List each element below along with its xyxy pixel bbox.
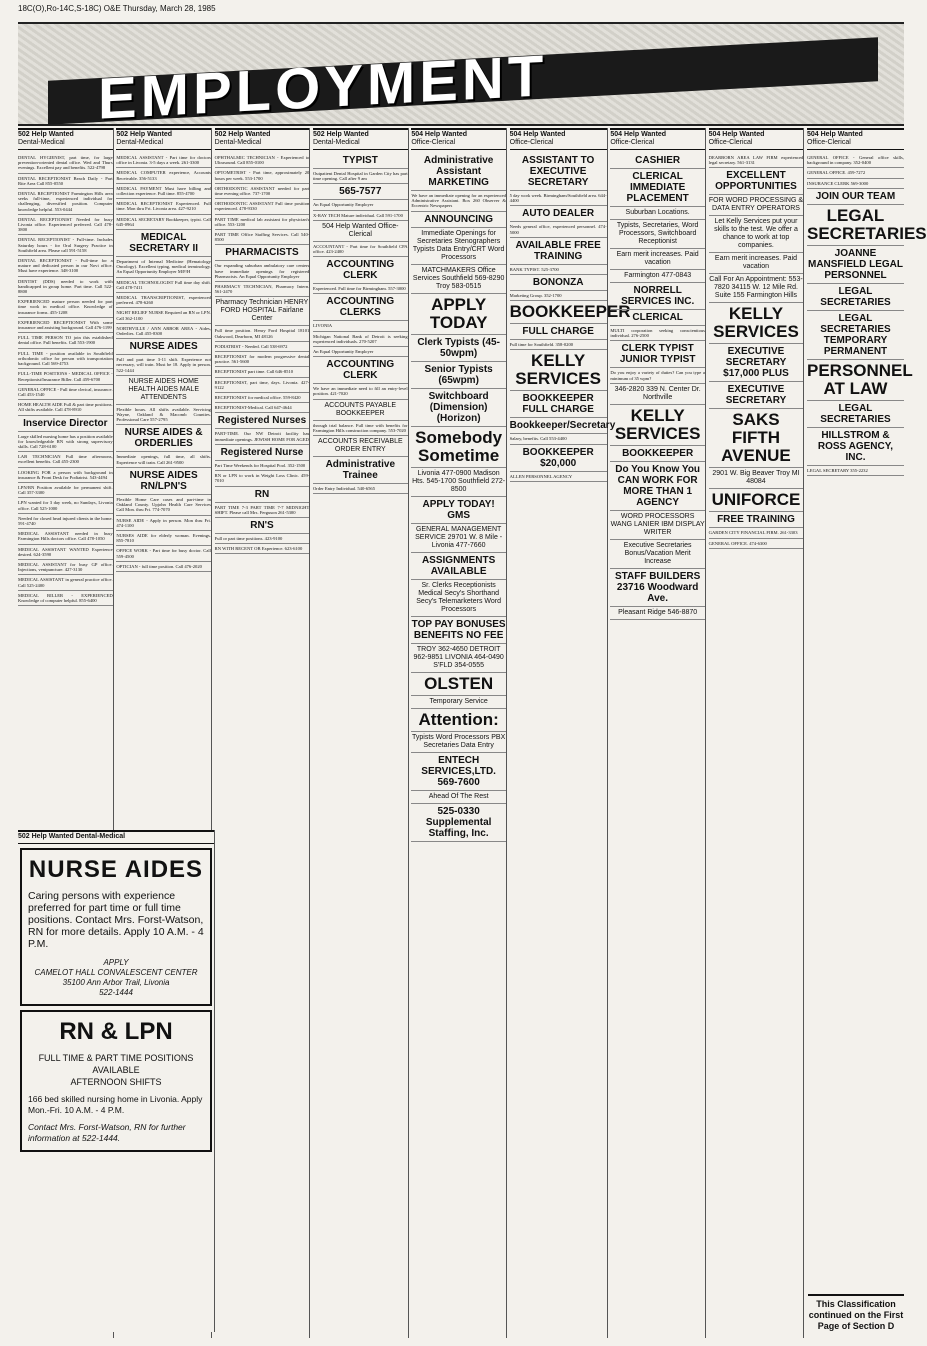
classified-ad: Salary, benefits. Call 553-4400 bbox=[510, 434, 607, 444]
column-header bbox=[215, 128, 310, 150]
classified-ad: LEGAL SECRETARIES bbox=[807, 401, 904, 428]
classified-ad: RECEPTIONIST for medical office. 559-8420 bbox=[215, 393, 310, 403]
classified-ad: DENTAL RECEPTIONIST Beach Daily - Part Rite Area Call 855-0550 bbox=[18, 174, 113, 189]
classified-ad: TROY 362-4650 DETROIT 962-9851 LIVONIA 464-0490 S'FLD 354-0555 bbox=[411, 644, 506, 673]
classified-ad: Inservice Director bbox=[18, 416, 113, 432]
classified-ad: RN'S bbox=[215, 518, 310, 534]
classified-ad: ACCOUNTING CLERK bbox=[313, 357, 408, 384]
classified-ad: RECEPTIONIST-Medical. Call 647-4644 bbox=[215, 403, 310, 413]
classified-ad: Temporary Service bbox=[411, 696, 506, 709]
classified-ad: OPTICIAN - full time position. Call 476-2020 bbox=[116, 562, 211, 572]
classified-column bbox=[313, 128, 409, 1338]
classified-ad: PHARMACY TECHNICIAN, Pharmacy Intern. 561-2470 bbox=[215, 282, 310, 297]
classified-ad: X-RAY TECH Mature individual. Call 591-1700 bbox=[313, 211, 408, 221]
classified-ad: Needed for closed head injured clients in the home. 591-4740 bbox=[18, 514, 113, 529]
classified-ad: Switchboard (Dimension) (Horizon) bbox=[411, 389, 506, 427]
classification-continued-note: This Classification continued on the First Page of Section D bbox=[808, 1294, 904, 1332]
classified-ad: SAKS FIFTH AVENUE bbox=[709, 409, 804, 468]
classified-ad: ACCOUNTS RECEIVABLE ORDER ENTRY bbox=[313, 436, 408, 457]
classified-ad: Earn merit increases. Paid vacation bbox=[709, 253, 804, 274]
classified-ad: MEDICAL ASSISTANT WANTED Experience desired. 624-3590 bbox=[18, 545, 113, 560]
classified-ad: BOOKKEEPER FULL CHARGE bbox=[510, 391, 607, 418]
classified-ad: AUTO DEALER bbox=[510, 206, 607, 222]
classified-ad: Let Kelly Services put your skills to the test. We offer a chance to work at top companies. bbox=[709, 216, 804, 253]
classified-ad: DENTAL RECEPTIONIST - Full-time for a mature and dedicated person in our Novi office. Must have experience. 348-3100 bbox=[18, 256, 113, 277]
classified-ad: MEDICAL ASSISTANT in general practice office. Call 525-2400 bbox=[18, 575, 113, 590]
classified-column bbox=[215, 128, 311, 1338]
classified-ad: DENTAL RECEPTIONIST Needed for busy Livonia office. Experienced preferred. Call 478-3800 bbox=[18, 215, 113, 236]
classified-ad: OPTOMETRIST - Part time, approximately 20 hours per week. 553-1700 bbox=[215, 168, 310, 183]
classified-ad: LEGAL SECRETARY 355-2232 bbox=[807, 466, 904, 476]
classified-ad: PART TIME Office Staffing Services. Call 540-8500 bbox=[215, 230, 310, 245]
classified-ad: MATCHMAKERS Office Services Southfield 569-8290 Troy 583-0515 bbox=[411, 265, 506, 294]
classified-ad: Executive Secretaries Bonus/Vacation Merit Increase bbox=[610, 540, 705, 569]
column-header bbox=[510, 128, 607, 150]
classified-ad: MEDICAL SECRETARY Bookkeeper, typist. Call 645-0964 bbox=[116, 215, 211, 230]
classified-ad: MEDICAL SECRETARY II bbox=[116, 230, 211, 257]
classified-ad: LOOKING FOR a person with background in insurance & Front Desk for Podiatrist. 543-4494 bbox=[18, 468, 113, 483]
classified-ad: Call For An Appointment: 553-7820 34115 W. 12 Mile Rd. Suite 155 Farmington Hills bbox=[709, 274, 804, 303]
classified-ad: DEARBORN AREA LAW FIRM experienced legal secretary. 561-3131 bbox=[709, 153, 804, 168]
classified-ad: ANNOUNCING bbox=[411, 212, 506, 228]
classified-ad: HOME HEALTH AIDE Full & part time positions. All shifts available. Call 478-8910 bbox=[18, 400, 113, 415]
classified-ad: APPLY TODAY bbox=[411, 294, 506, 335]
classified-ad: LEGAL SECRETARIES bbox=[807, 205, 904, 246]
classified-ad: BOOKKEEPER bbox=[610, 446, 705, 462]
classified-ad: ALLEN PERSONNEL AGENCY bbox=[510, 472, 607, 482]
classified-ad: LEGAL SECRETARIES TEMPORARY PERMANENT bbox=[807, 311, 904, 360]
classified-ad: GENERAL OFFICE - Full time clerical, insurance. Call 453-1540 bbox=[18, 385, 113, 400]
classified-ad: PART TIME 7-3 PART TIME 7-7 MIDNIGHT SHIFT. Please call Mrs. Ferguson 261-5300 bbox=[215, 503, 310, 518]
classified-ad: DENTAL RECEPTIONIST Farmington Hills area seeks full-time, experienced individual for challenging, diversified position. Computer knowledge helpful. 553-0444 bbox=[18, 189, 113, 215]
classified-ad: MEDICAL RECEPTIONIST Experienced. Full time. Mon thru Fri. Livonia area. 427-9210 bbox=[116, 199, 211, 214]
classified-ad: APPLY TODAY! GMS bbox=[411, 497, 506, 524]
column-header bbox=[411, 128, 506, 150]
classified-ad: OFFICE WORK - Part time for busy doctor. Call 559-4500 bbox=[116, 546, 211, 561]
classified-ad: Our expanding suburban ambulatory care centers have immediate openings for registered Pharmacists. An Equal Opportunity Employer bbox=[215, 261, 310, 282]
classified-ad: We have an immediate need to fill an entry-level position. 421-7020 bbox=[313, 384, 408, 399]
classified-ad: Typists, Secretaries, Word Processors, Switchboard Receptionist bbox=[610, 220, 705, 249]
ad-positions: FULL TIME & PART TIME POSITIONS AVAILABLE bbox=[38, 1053, 194, 1075]
banner-title: EMPLOYMENT bbox=[98, 43, 548, 132]
classified-ad: KELLY SERVICES bbox=[709, 303, 804, 344]
classified-ad: FULL TIME - position available in Southfield orthodontic office for person with transportation background. Call 569-4753 bbox=[18, 349, 113, 370]
classified-ad: INSURANCE CLERK 569-3000 bbox=[807, 179, 904, 189]
classified-ad: RN WITH RECENT OB Experience. 623-6100 bbox=[215, 544, 310, 554]
nurse-display-ads bbox=[18, 830, 215, 1332]
classified-column bbox=[709, 128, 805, 1338]
column-header-category: Dental-Medical bbox=[116, 139, 164, 146]
classified-ad: Suburban Locations. bbox=[610, 207, 705, 220]
classified-ad: NIGHT RELIEF NURSE Required an RN or LPN. Call 362-1100 bbox=[116, 308, 211, 323]
classified-ad: Outpatient Dental Hospital in Garden City has part time opening. Call after 9 am bbox=[313, 169, 408, 184]
classified-ad: FULL CHARGE bbox=[510, 324, 607, 340]
ad-apply: APPLY bbox=[103, 958, 129, 967]
classified-ad: ASSISTANT TO EXECUTIVE SECRETARY bbox=[510, 153, 607, 191]
classified-ad: AVAILABLE FREE TRAINING bbox=[510, 238, 607, 265]
classified-ad: PART-TIME. Our NW Detroit facility has immediate openings. JEWISH HOME FOR AGED bbox=[215, 429, 310, 444]
classified-ad: ACCOUNTANT - Part time for Southfield CPA office. 423-2400 bbox=[313, 242, 408, 257]
rn-lpn-ad bbox=[20, 1010, 212, 1152]
classified-ad: NURSE AIDES bbox=[116, 339, 211, 355]
classified-ad: EXPERIENCED RECEPTIONIST With some insurance and assisting background. Call 476-1199 bbox=[18, 318, 113, 333]
ad-shifts: AFTERNOON SHIFTS bbox=[70, 1077, 162, 1087]
column-header bbox=[709, 128, 804, 150]
classified-ad: LPN wanted for 3 day week, no Sundays, Livonia office. Call 525-1000 bbox=[18, 498, 113, 513]
classified-ad: Pharmacy Technician HENRY FORD HOSPITAL Fairlane Center bbox=[215, 297, 310, 326]
classified-ad: OLSTEN bbox=[411, 673, 506, 696]
classified-ad: An Equal Opportunity Employer bbox=[313, 200, 408, 210]
classified-ad: Full or part time positions. 423-9100 bbox=[215, 534, 310, 544]
ad-body: Caring persons with experience preferred for part time or full time positions. Contact Mrs. Forst-Watson, RN for more details. Apply 10 A.M. - 4 P.M. bbox=[28, 890, 204, 950]
column-header bbox=[18, 128, 113, 150]
classified-ad: Senior Typists (65wpm) bbox=[411, 362, 506, 389]
classified-ad: JOIN OUR TEAM bbox=[807, 189, 904, 205]
classified-ad: Flexible hours. All shifts available. Servicing Wayne, Oakland & Macomb Counties. Professional Care 557-2795 bbox=[116, 405, 211, 426]
column-header-number: 502 Help Wanted bbox=[312, 131, 369, 138]
classified-ad: GENERAL MANAGEMENT SERVICE 29701 W. 8 Mile - Livonia 477-7660 bbox=[411, 524, 506, 553]
classified-ad: UNIFORCE bbox=[709, 489, 804, 512]
classified-ad: MEDICAL TECHNOLOGIST Full time day shift. Call 478-7411 bbox=[116, 278, 211, 293]
classified-ad: Livonia 477-0900 Madison Hts. 545-1700 Southfield 272-8500 bbox=[411, 468, 506, 497]
classified-ad: OPHTHALMIC TECHNICIAN - Experienced to Ultrasound. Call 855-0100 bbox=[215, 153, 310, 168]
classified-ad: DENTAL HYGIENIST, part time, for large prevention-oriented dental office. Wed and Thurs evenings. Excellent pay and benefits. 522-4798 bbox=[18, 153, 113, 174]
classified-ad: MEDICAL PAYMENT Must have billing and collection experience. Full time. 855-4700 bbox=[116, 184, 211, 199]
classified-ad: MULTI corporation seeking conscientious individual. 276-2500 bbox=[610, 326, 705, 341]
classified-ad: MEDICAL ASSISTANT for busy GP office. Injections, venipuncture. 427-3130 bbox=[18, 560, 113, 575]
column-header-category: Office-Clerical bbox=[509, 139, 554, 146]
classified-ad: FREE TRAINING bbox=[709, 512, 804, 528]
classified-ad: NURSE AIDES RN/LPN'S bbox=[116, 468, 211, 495]
classified-ad: ASSIGNMENTS AVAILABLE bbox=[411, 553, 506, 580]
classified-ad: Do You Know You CAN WORK FOR MORE THAN 1 AGENCY bbox=[610, 462, 705, 511]
classified-ad: FULL TIME PERSON TO join this established dental office. Full benefits. Call 553-1900 bbox=[18, 333, 113, 348]
classified-ad: RN bbox=[215, 487, 310, 503]
classified-ad: STAFF BUILDERS 23716 Woodward Ave. bbox=[610, 569, 705, 607]
classified-ad: Registered Nurse bbox=[215, 445, 310, 461]
column-header-number: 504 Help Wanted bbox=[411, 131, 468, 138]
classified-ad: BONONZA bbox=[510, 275, 607, 291]
classified-ad: Flexible Home Care cases and part-time in Oakland County. Upjohn Health Care Services Call Mon. thru Fri. 774-7070 bbox=[116, 495, 211, 516]
classified-ad: Department of Internal Medicine (Hematology Oncology). Excellent typing, medical terminology. An Equal Opportunity Employer M/F/H bbox=[116, 257, 211, 278]
classified-column bbox=[509, 128, 631, 1338]
classified-ad: BOOKKEEPER $20,000 bbox=[510, 445, 607, 472]
classified-ad: 5 day work week. Birmingham/Southfield area. 644-4400 bbox=[510, 191, 607, 206]
classified-ad: CASHIER bbox=[610, 153, 705, 169]
column-header-number: 502 Help Wanted bbox=[18, 131, 74, 138]
classified-ad: NURSE AIDE - Apply in person. Mon thru Fri. 474-1100 bbox=[116, 516, 211, 531]
column-header bbox=[807, 128, 904, 150]
classified-ad: Bookkeeper/Secretary bbox=[510, 418, 607, 434]
classified-ad: ORTHODONTIC ASSISTANT needed for part time evening office. 737-1700 bbox=[215, 184, 310, 199]
classified-ad: Full and part time 3-11 shift. Experience not necessary, will train. Must be 18. Apply in person. 522-1444 bbox=[116, 355, 211, 376]
classified-ad: BANK TYPIST. 525-3700 bbox=[510, 265, 607, 275]
classified-ad: Experienced. Full time for Birmingham. 557-3000 bbox=[313, 284, 408, 294]
classified-ad: 346-2820 339 N. Center Dr. Northville bbox=[610, 384, 705, 405]
classified-ad: Typists Word Processors PBX Secretaries Data Entry bbox=[411, 732, 506, 753]
classified-ad: EXCELLENT OPPORTUNITIES bbox=[709, 168, 804, 195]
classified-ad: NURSE AIDES & ORDERLIES bbox=[116, 425, 211, 452]
classified-ad: NURSES AIDE for elderly woman. Evenings. 855-7810 bbox=[116, 531, 211, 546]
section-banner bbox=[18, 22, 904, 132]
classified-ad: JOANNE MANSFIELD LEGAL PERSONNEL bbox=[807, 246, 904, 284]
column-header-number: 504 Help Wanted bbox=[806, 131, 863, 138]
column-header-number: 502 Help Wanted bbox=[116, 131, 173, 138]
classified-ad: CLERICAL IMMEDIATE PLACEMENT bbox=[610, 169, 705, 207]
classified-ad: 504 Help Wanted Office-Clerical bbox=[313, 221, 408, 242]
column-header-number: 504 Help Wanted bbox=[708, 131, 765, 138]
column-header-title: 502 Help Wanted Dental-Medical bbox=[18, 833, 126, 840]
classified-ad: Farmington 477-0843 bbox=[610, 270, 705, 283]
classified-ad: We have an immediate opening for an experienced Administrative Assistant. Box 260 Observer & Eccentric Newspapers bbox=[411, 191, 506, 212]
classified-ad: MEDICAL BILLER - EXPERIENCED Knowledge of computer helpful. 855-6400 bbox=[18, 591, 113, 606]
nurse-aides-ad bbox=[20, 848, 212, 1006]
classified-ad: FULL-TIME POSITIONS - MEDICAL OFFICE - Receptionist/Insurance Biller. Call 459-6700 bbox=[18, 369, 113, 384]
classified-ad: EXECUTIVE SECRETARY bbox=[709, 382, 804, 409]
classified-ad: TYPIST bbox=[313, 153, 408, 169]
column-header-category: Dental-Medical bbox=[18, 139, 65, 146]
classified-ad: ACCOUNTING CLERKS bbox=[313, 294, 408, 321]
classified-ad: Immediate openings, full time, all shifts. Experience will train. Call 261-9500 bbox=[116, 452, 211, 467]
classified-ad: RECEPTIONIST for modern progressive dental practice. 561-5600 bbox=[215, 352, 310, 367]
classified-ad: 2901 W. Big Beaver Troy MI 48084 bbox=[709, 468, 804, 489]
classified-ad: ORTHODONTIC ASSISTANT Full time position experienced. 478-9330 bbox=[215, 199, 310, 214]
column-header-category: Office-Clerical bbox=[708, 139, 753, 146]
classified-ad: GENERAL OFFICE. 474-6300 bbox=[709, 539, 804, 549]
classified-ad: RECEPTIONIST, part time, days. Livonia. 427-9122 bbox=[215, 378, 310, 393]
classified-ad: MEDICAL ASSISTANT needed in busy Farmington Hills doctors office. Call 478-1050 bbox=[18, 529, 113, 544]
ad-address: 35100 Ann Arbor Trail, Livonia bbox=[62, 978, 170, 987]
classified-ad: CLERICAL bbox=[610, 310, 705, 326]
column-header bbox=[313, 128, 408, 150]
classified-ad: Order Entry Individual. 540-6565 bbox=[313, 484, 408, 494]
ad-phone: 522-1444 bbox=[99, 988, 133, 997]
ad-body: 166 bed skilled nursing home in Livonia. Apply Mon.-Fri. 10 A.M. - 4 P.M. bbox=[28, 1094, 203, 1115]
classified-ad: KELLY SERVICES bbox=[610, 405, 705, 446]
classified-ad: RECEPTIONIST part time. Call 646-8510 bbox=[215, 367, 310, 377]
classified-ad: PHARMACISTS bbox=[215, 245, 310, 261]
classified-ad: HILLSTROM & ROSS AGENCY, INC. bbox=[807, 428, 904, 466]
classified-ad: GENERAL OFFICE - General office skills, background in company. 352-0400 bbox=[807, 153, 904, 168]
classified-ad: CLERK TYPIST JUNIOR TYPIST bbox=[610, 341, 705, 368]
classified-ad: Administrative Assistant MARKETING bbox=[411, 153, 506, 191]
classified-ad: Ahead Of The Rest bbox=[411, 791, 506, 804]
classified-ad: Administrative Trainee bbox=[313, 457, 408, 484]
classified-ad: Do you enjoy a variety of duties? Can you type a minimum of 35 wpm? bbox=[610, 368, 705, 383]
classified-ad: GARDEN CITY FINANCIAL FIRM. 261-3303 bbox=[709, 528, 804, 538]
classified-ad: NORTHVILLE / ANN ARBOR AREA - Aides, Orderlies. Call 455-8300 bbox=[116, 324, 211, 339]
classified-ad: PERSONNEL AT LAW bbox=[807, 360, 904, 401]
column-header bbox=[610, 128, 705, 150]
column-header-category: Dental-Medical bbox=[312, 139, 360, 146]
classified-column bbox=[411, 128, 507, 1338]
column-header-number: 502 Help Wanted bbox=[214, 131, 271, 138]
classified-ad: ACCOUNTING CLERK bbox=[313, 257, 408, 284]
classified-ad: Part Time Weekends for Hospital Pool. 352-1500 bbox=[215, 461, 310, 471]
classified-ad: through trial balance. Full time with benefits for Farmington Hills construction company. 553-7020 bbox=[313, 421, 408, 436]
classified-ad: Full time for Southfield. 358-0200 bbox=[510, 340, 607, 350]
column-header bbox=[18, 830, 214, 844]
classified-ad: Somebody Sometime bbox=[411, 427, 506, 468]
classified-ad: Full time position. Henry Ford Hospital 18101 Oakwood, Dearborn, MI 48126 bbox=[215, 326, 310, 341]
classified-ad: DENTAL RECEPTIONIST - Full-time. Includes Saturday hours - for Oral Surgery Practice in Southfield area. Please call 591-5158 bbox=[18, 235, 113, 256]
classified-column bbox=[806, 128, 927, 1338]
classified-column bbox=[610, 128, 706, 1338]
classified-ad: WORD PROCESSORS WANG LANIER IBM DISPLAY WRITER bbox=[610, 511, 705, 540]
ad-title: NURSE AIDES bbox=[28, 856, 204, 883]
classified-ad: EXPERIENCED mature person needed for part time work in medical office. Knowledge of insurance forms. 455-1208 bbox=[18, 297, 113, 318]
classified-ad: MEDICAL COMPUTER experience, Accounts Receivable. 356-5133 bbox=[116, 168, 211, 183]
classified-ad: Pleasant Ridge 546-8870 bbox=[610, 607, 705, 620]
column-header-category: Dental-Medical bbox=[214, 139, 262, 146]
classified-ad: NURSE AIDES HOME HEALTH AIDES MALE ATTENDENTS bbox=[116, 376, 211, 405]
classified-ad: 525-0330 Supplemental Staffing, Inc. bbox=[411, 804, 506, 842]
classified-ad: EXECUTIVE SECRETARY $17,000 PLUS bbox=[709, 344, 804, 382]
classified-ad: NORRELL SERVICES INC. bbox=[610, 283, 705, 310]
classified-ad: Immediate Openings for Secretaries Stenographers Typists Data Entry/CRT Word Processors bbox=[411, 228, 506, 265]
classified-ad: 565-7577 bbox=[313, 184, 408, 200]
classified-ad: Registered Nurses bbox=[215, 413, 310, 429]
classified-ad: Earn merit increases. Paid vacation bbox=[610, 249, 705, 270]
ad-title: RN & LPN bbox=[59, 1018, 173, 1045]
classified-ad: ENTECH SERVICES,LTD. 569-7600 bbox=[411, 753, 506, 791]
classified-ad: BOOKKEEPER bbox=[510, 301, 607, 324]
classified-ad: LPN/RN Position available for permanent shift. Call 357-3300 bbox=[18, 483, 113, 498]
ad-employer: CAMELOT HALL CONVALESCENT CENTER bbox=[34, 968, 198, 977]
column-header-category: Office-Clerical bbox=[411, 139, 456, 146]
column-header-category: Office-Clerical bbox=[610, 139, 655, 146]
classified-ad: Marketing Group. 352-1700 bbox=[510, 291, 607, 301]
classified-ad: KELLY SERVICES bbox=[510, 350, 607, 391]
classified-ad: Attention: bbox=[411, 709, 506, 732]
classified-ad: Clerk Typists (45-50wpm) bbox=[411, 335, 506, 362]
classified-ad: PART TIME medical lab assistant for physician's office. 553-1200 bbox=[215, 215, 310, 230]
column-header-number: 504 Help Wanted bbox=[509, 131, 566, 138]
classified-ad: PODIATRIST - Needed. Call 538-6972 bbox=[215, 342, 310, 352]
classified-ad: GENERAL OFFICE. 459-7272 bbox=[807, 168, 904, 178]
column-header bbox=[116, 128, 211, 150]
classified-ad: RN or LPN to work in Weight Loss Clinic. 459-7010 bbox=[215, 471, 310, 486]
classified-ad: Sr. Clerks Receptionists Medical Secy's Shorthand Secy's Telemarketers Word Processors bbox=[411, 580, 506, 617]
classified-ad: LEGAL SECRETARIES bbox=[807, 284, 904, 311]
classified-ad: FOR WORD PROCESSING & DATA ENTRY OPERATORS bbox=[709, 195, 804, 216]
classified-ad: TOP PAY BONUSES BENEFITS NO FEE bbox=[411, 617, 506, 644]
page-folio: 18C(O),Ro-14C,S-18C) O&E Thursday, March 28, 1985 bbox=[18, 4, 216, 13]
classified-ad: MEDICAL TRANSCRIPTIONIST, experienced preferred. 478-6260 bbox=[116, 293, 211, 308]
classified-ad: An Equal Opportunity Employer bbox=[313, 347, 408, 357]
classified-ad: MEDICAL ASSISTANT - Part time for doctors office in Livonia. 3-5 days a week. 261-3300 bbox=[116, 153, 211, 168]
classified-ad: Michigan National Bank of Detroit is seeking experienced individuals. 270-5207 bbox=[313, 332, 408, 347]
column-header-number: 504 Help Wanted bbox=[610, 131, 667, 138]
classified-ad: Needs general office, experienced personnel. 474-5000 bbox=[510, 222, 607, 237]
classified-ad: DENTIST (DDS) needed to work with handicapped in group home. Part time. Call 522-8800 bbox=[18, 277, 113, 298]
classified-ad: Large skilled nursing home has a position available for knowledgeable RN with strong supervisory skills. Call 728-6100 bbox=[18, 432, 113, 453]
classified-ad: ACCOUNTS PAYABLE BOOKKEEPER bbox=[313, 400, 408, 421]
ad-contact: Contact Mrs. Forst-Watson, RN for further information at 522-1444. bbox=[28, 1122, 186, 1143]
classified-ad: LAB TECHNICIAN Full time afternoons, excellent benefits. Call 455-2300 bbox=[18, 452, 113, 467]
column-header-category: Office-Clerical bbox=[806, 139, 851, 146]
classified-ad: LIVONIA bbox=[313, 321, 408, 331]
